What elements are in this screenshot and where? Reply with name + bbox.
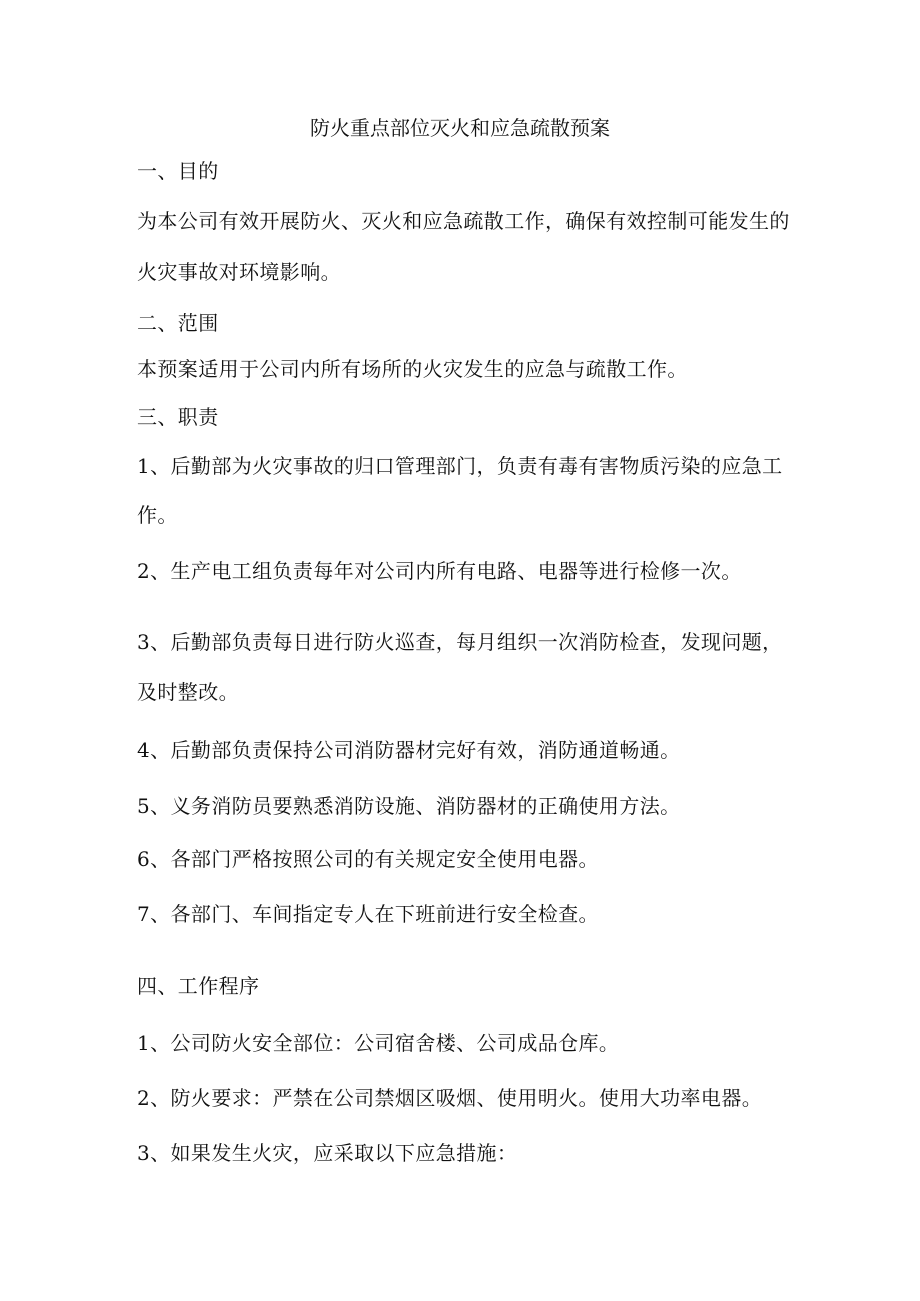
duties-line-5: 及时整改。: [137, 680, 239, 704]
duties-line-9: 7、各部门、车间指定专人在下班前进行安全检查。: [137, 902, 599, 926]
duties-line-3: 2、生产电工组负责每年对公司内所有电路、电器等进行检修一次。: [137, 559, 742, 583]
document-title: 防火重点部位灭火和应急疏散预案: [310, 116, 610, 140]
procedure-line-1: 1、公司防火安全部位：公司宿舍楼、公司成品仓库。: [137, 1031, 620, 1055]
duties-line-6: 4、后勤部负责保持公司消防器材完好有效，消防通道畅通。: [137, 738, 681, 762]
section-heading-purpose: 一、目的: [137, 159, 219, 183]
duties-line-8: 6、各部门严格按照公司的有关规定安全使用电器。: [137, 847, 599, 871]
section-heading-scope: 二、范围: [137, 311, 219, 335]
procedure-line-2: 2、防火要求：严禁在公司禁烟区吸烟、使用明火。使用大功率电器。: [137, 1086, 763, 1110]
section-heading-duties: 三、职责: [137, 405, 219, 429]
scope-line-1: 本预案适用于公司内所有场所的火灾发生的应急与疏散工作。: [137, 357, 688, 381]
section-heading-procedure: 四、工作程序: [137, 974, 260, 998]
purpose-line-2: 火灾事故对环境影响。: [137, 260, 341, 284]
procedure-line-3: 3、如果发生火灾，应采取以下应急措施：: [137, 1141, 518, 1165]
duties-line-2: 作。: [137, 503, 178, 527]
duties-line-7: 5、义务消防员要熟悉消防设施、消防器材的正确使用方法。: [137, 794, 681, 818]
purpose-line-1: 为本公司有效开展防火、灭火和应急疏散工作，确保有效控制可能发生的: [137, 209, 790, 233]
duties-line-1: 1、后勤部为火灾事故的归口管理部门，负责有毒有害物质污染的应急工: [137, 454, 783, 478]
duties-line-4: 3、后勤部负责每日进行防火巡查，每月组织一次消防检查，发现问题，: [137, 630, 783, 654]
